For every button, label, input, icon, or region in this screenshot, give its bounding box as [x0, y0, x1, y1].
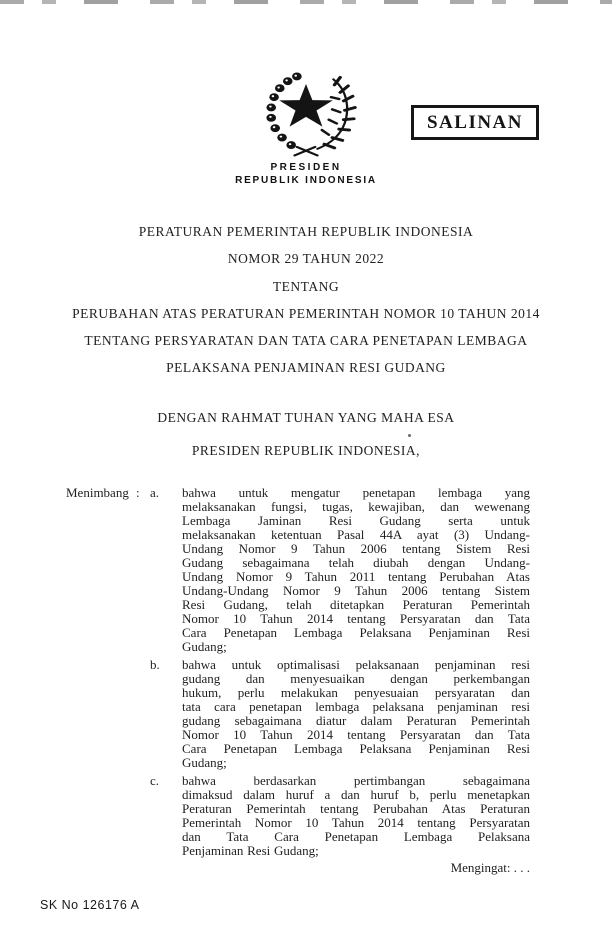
text-line: Cara Penetapan Lembaga Pelaksana Penjaminan Resi: [182, 742, 530, 756]
presidential-emblem-icon: [249, 68, 363, 162]
star-icon: [279, 84, 333, 127]
catchword-mengingat: Mengingat: . . .: [450, 860, 530, 875]
text-line: dimaksud dalam huruf a dan huruf b, perlu menetapkan: [182, 788, 530, 802]
invocation-line: DENGAN RAHMAT TUHAN YANG MAHA ESA: [157, 410, 455, 425]
item-text: [182, 486, 530, 654]
text-line: Undang Nomor 9 Tahun 2006 tentang Sistem Resi: [182, 542, 530, 556]
text-line: tata cara penetapan lembaga pelaksana penjaminan resi: [182, 700, 530, 714]
text-line: Lembaga Jaminan Resi Gudang serta untuk: [182, 514, 530, 528]
text-line: Resi Gudang, telah ditetapkan Peraturan Pemerintah: [182, 598, 530, 612]
title-line-3: TENTANG: [272, 278, 340, 294]
text-line: melaksanakan fungsi, tugas, kewajiban, dan wewenang: [182, 500, 530, 514]
considering-item: [150, 658, 530, 770]
text-line: Nomor 10 Tahun 2014 tentang Persyaratan dan Tata: [182, 612, 530, 626]
title-line-4: PERUBAHAN ATAS PERATURAN PEMERINTAH NOMOR 10 TAHUN 2014: [72, 305, 540, 321]
text-line: dan Tata Cara Penetapan Lembaga Pelaksana: [182, 830, 530, 844]
considering-item: [150, 774, 530, 858]
scan-artifact-top: [0, 0, 612, 4]
text-line: gudang sebagaimana diatur dalam Peraturan Pemerintah: [182, 714, 530, 728]
scan-speck: [408, 434, 411, 437]
text-line: melaksanakan ketentuan Pasal 44A ayat (3) Undang-: [182, 528, 530, 542]
text-line: hukum, perlu melakukan penyesuaian persyaratan dan: [182, 686, 530, 700]
considering-item: [150, 486, 530, 654]
letterhead-presiden: PRESIDEN: [270, 162, 342, 173]
salinan-stamp: SALINAN: [411, 105, 539, 140]
considering-items: [150, 486, 530, 862]
text-line: Peraturan Pemerintah tentang Perubahan Atas Peraturan: [182, 802, 530, 816]
title-line-6: PELAKSANA PENJAMINAN RESI GUDANG: [166, 360, 446, 376]
title-line-1: PERATURAN PEMERINTAH REPUBLIK INDONESIA: [138, 224, 474, 239]
text-line: Gudang sebagaimana telah diubah dengan Undang-: [182, 556, 530, 570]
text-line: Gudang;: [182, 756, 227, 770]
item-marker: a.: [150, 485, 160, 500]
item-marker: b.: [150, 657, 160, 672]
text-line: bahwa berdasarkan pertimbangan sebagaimana: [182, 774, 530, 788]
letterhead-republik-indonesia: REPUBLIK INDONESIA: [235, 175, 377, 186]
authority-line: PRESIDEN REPUBLIK INDONESIA,: [191, 443, 421, 458]
text-line: Undang-Undang Nomor 9 Tahun 2006 tentang Sistem: [182, 584, 530, 598]
item-text: [182, 658, 530, 770]
text-line: bahwa untuk optimalisasi pelaksanaan penjaminan resi: [182, 658, 530, 672]
text-line: Gudang;: [182, 640, 227, 654]
item-marker: c.: [150, 773, 160, 788]
considering-colon: :: [136, 485, 140, 500]
regulation-title-block: [0, 218, 612, 382]
text-line: Nomor 10 Tahun 2014 tentang Persyaratan dan Tata: [182, 728, 530, 742]
text-line: Cara Penetapan Lembaga Pelaksana Penjaminan Resi: [182, 626, 530, 640]
footer-sk-number: SK No 126176 A: [40, 898, 140, 912]
title-line-2: NOMOR 29 TAHUN 2022: [227, 251, 385, 267]
text-line: Undang Nomor 9 Tahun 2011 tentang Perubahan Atas: [182, 570, 530, 584]
title-line-5: TENTANG PERSYARATAN DAN TATA CARA PENETAPAN LEMBAGA: [84, 333, 528, 349]
considering-label: Menimbang: [66, 485, 129, 500]
text-line: Pemerintah Nomor 10 Tahun 2014 tentang Persyaratan: [182, 816, 530, 830]
text-line: Penjaminan Resi Gudang;: [182, 844, 319, 858]
text-line: gudang dan menyesuaikan dengan perkembangan: [182, 672, 530, 686]
text-line: bahwa untuk mengatur penetapan lembaga yang: [182, 486, 530, 500]
item-text: [182, 774, 530, 858]
